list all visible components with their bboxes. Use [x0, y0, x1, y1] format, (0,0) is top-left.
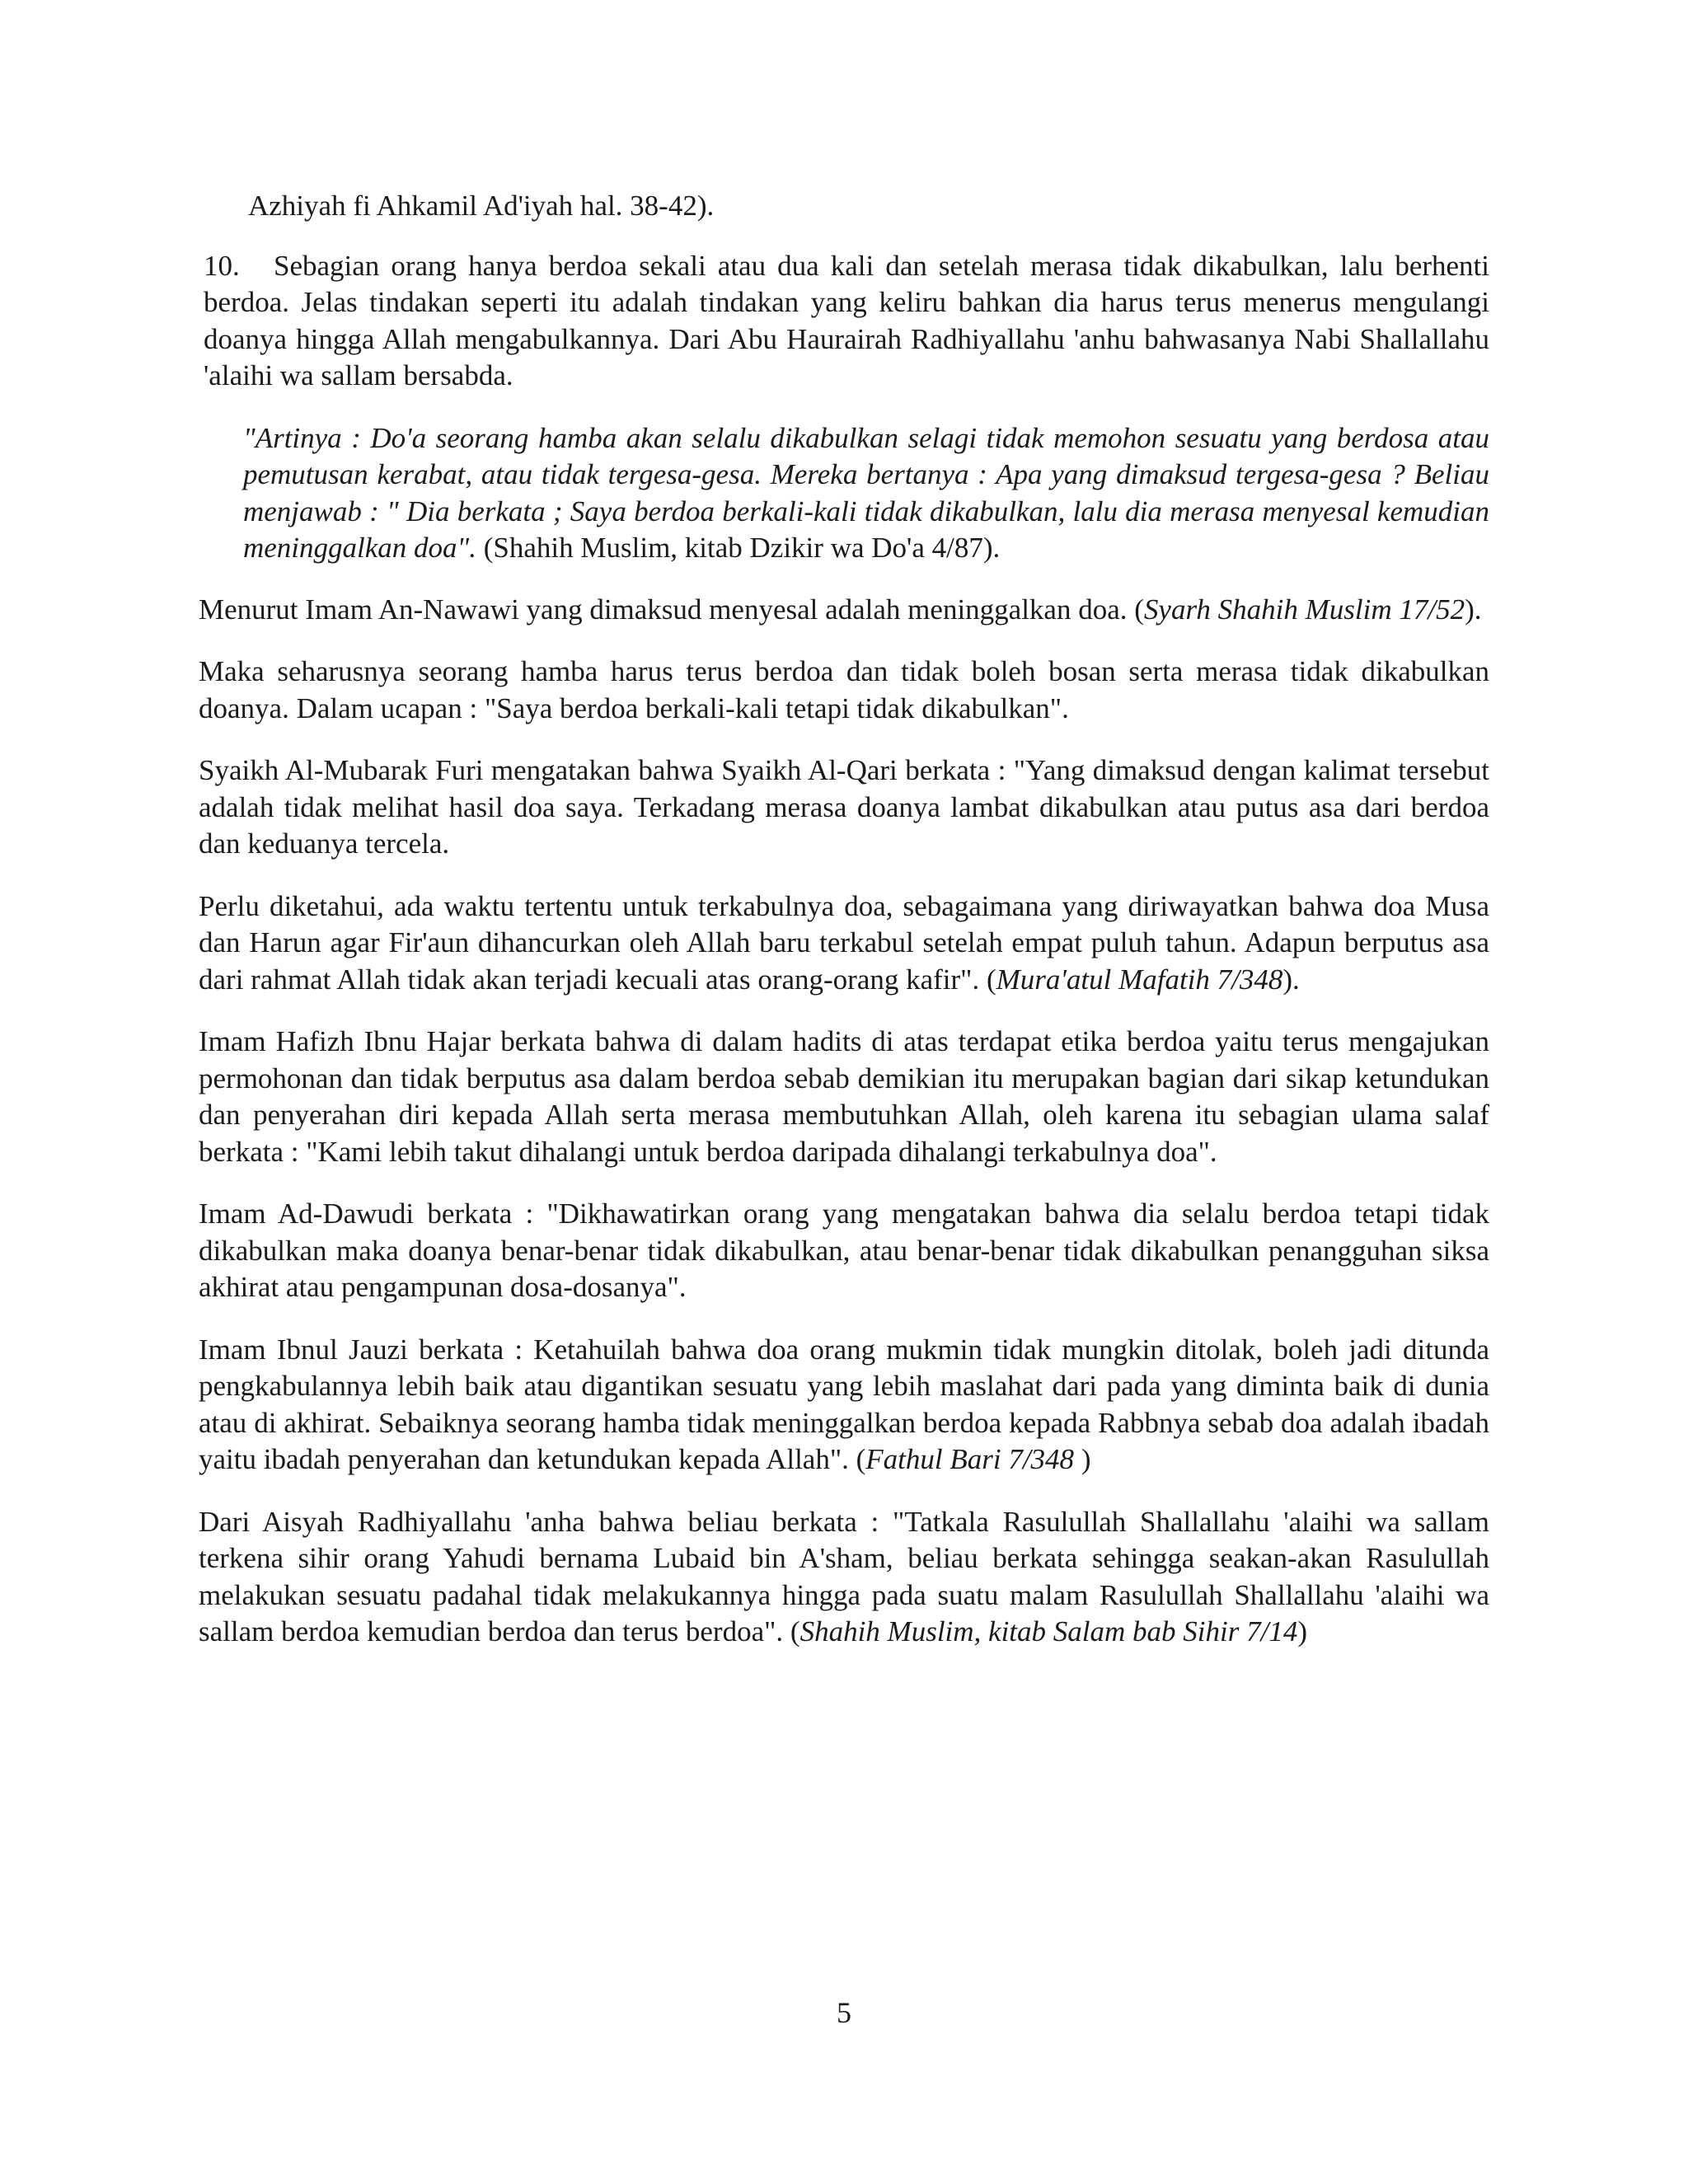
- citation: Mura'atul Mafatih 7/348: [996, 963, 1283, 996]
- continuation-text: Azhiyah fi Ahkamil Ad'iyah hal. 38-42).: [248, 190, 715, 222]
- paragraph-continuation: [199, 188, 1489, 225]
- citation-close: ): [1074, 1443, 1091, 1475]
- paragraph-aisyah: [199, 1504, 1489, 1651]
- paragraph-text: Sebagian orang hanya berdoa sekali atau dua kali dan setelah merasa tidak dikabulkan, lalu berhenti berdoa. Jelas tindakan seperti itu adalah tindakan yang keliru bahkan dia harus terus menerus mengulangi doanya hingga Allah mengabulkannya. Dari Abu Haurairah Radhiyallahu 'anhu bahwasanya Nabi Shallallahu 'alaihi wa sallam bersabda.: [204, 249, 1489, 391]
- paragraph-text: Imam Hafizh Ibnu Hajar berkata bahwa di dalam hadits di atas terdapat etika berdoa yaitu terus mengajukan permohonan dan tidak berputus asa dalam berdoa sebab demikian itu merupakan bagian dari sikap ketundukan dan penyerahan diri kepada Allah serta merasa membutuhkan Allah, oleh karena itu sebagian ulama salaf berkata : "Kami lebih takut dihalangi untuk berdoa daripada dihalangi terkabulnya doa".: [199, 1025, 1489, 1168]
- citation: Fathul Bari 7/348: [865, 1443, 1075, 1475]
- paragraph-text: Menurut Imam An-Nawawi yang dimaksud menyesal adalah meninggalkan doa. (: [199, 593, 1144, 626]
- paragraph-text: Imam Ad-Dawudi berkata : "Dikhawatirkan orang yang mengatakan bahwa dia selalu berdoa tetapi tidak dikabulkan maka doanya benar-benar tidak dikabulkan, atau benar-benar tidak dikabulkan penangguhan siksa akhirat atau pengampunan dosa-dosanya".: [199, 1197, 1489, 1303]
- paragraph-ad-dawudi: [199, 1196, 1489, 1306]
- paragraph-maka: [199, 654, 1489, 727]
- citation: Shahih Muslim, kitab Salam bab Sihir 7/14: [799, 1615, 1298, 1647]
- quote-reference: (Shahih Muslim, kitab Dzikir wa Do'a 4/87).: [476, 532, 1001, 564]
- citation-close: ).: [1465, 593, 1482, 626]
- item-number: 10.: [204, 249, 240, 282]
- paragraph-nawawi: [199, 592, 1489, 629]
- paragraph-text: Imam Ibnul Jauzi berkata : Ketahuilah bahwa doa orang mukmin tidak mungkin ditolak, boleh jadi ditunda pengkabulannya lebih baik atau digantikan sesuatu yang lebih maslahat dari pada yang diminta baik di dunia atau di akhirat. Sebaiknya seorang hamba tidak meninggalkan berdoa kepada Rabbnya sebab doa adalah ibadah yaitu ibadah penyerahan dan ketundukan kepada Allah". (: [199, 1333, 1489, 1475]
- paragraph-text: Dari Aisyah Radhiyallahu 'anha bahwa beliau berkata : "Tatkala Rasulullah Shallallahu 'alaihi wa sallam terkena sihir orang Yahudi bernama Lubaid bin A'sham, beliau berkata sehingga seakan-akan Rasulullah melakukan sesuatu padahal tidak melakukannya hingga pada suatu malam Rasulullah Shallallahu 'alaihi wa sallam berdoa kemudian berdoa dan terus berdoa". (: [199, 1505, 1489, 1647]
- numbered-paragraph-10: [199, 248, 1489, 395]
- citation: Syarh Shahih Muslim 17/52: [1143, 593, 1465, 626]
- paragraph-text: Maka seharusnya seorang hamba harus terus berdoa dan tidak boleh bosan serta merasa tidak dikabulkan doanya. Dalam ucapan : "Saya berdoa berkali-kali tetapi tidak dikabulkan".: [199, 655, 1489, 724]
- citation-close: ).: [1282, 963, 1300, 996]
- paragraph-mubarak-furi: [199, 752, 1489, 863]
- quote-text: "Artinya : Do'a seorang hamba akan selalu dikabulkan selagi tidak memohon sesuatu yang berdosa atau pemutusan kerabat, atau tidak tergesa-gesa. Mereka bertanya : Apa yang dimaksud tergesa-gesa ? Beliau menjawab : " Dia berkata ; Saya berdoa berkali-kali tidak dikabulkan, lalu dia merasa menyesal kemudian meninggalkan doa".: [243, 421, 1489, 564]
- hadith-quote: [243, 420, 1489, 567]
- paragraph-perlu-diketahui: [199, 888, 1489, 999]
- paragraph-text: Perlu diketahui, ada waktu tertentu untuk terkabulnya doa, sebagaimana yang diriwayatkan bahwa doa Musa dan Harun agar Fir'aun dihancurkan oleh Allah baru terkabul setelah empat puluh tahun. Adapun berputus asa dari rahmat Allah tidak akan terjadi kecuali atas orang-orang kafir". (: [199, 889, 1489, 996]
- citation-close: ): [1297, 1615, 1307, 1647]
- paragraph-ibnul-jauzi: [199, 1332, 1489, 1479]
- page-number: 5: [837, 1996, 851, 2029]
- paragraph-ibnu-hajar: [199, 1024, 1489, 1170]
- paragraph-text: Syaikh Al-Mubarak Furi mengatakan bahwa Syaikh Al-Qari berkata : "Yang dimaksud dengan kalimat tersebut adalah tidak melihat hasil doa saya. Terkadang merasa doanya lambat dikabulkan atau putus asa dari berdoa dan keduanya tercela.: [199, 754, 1489, 860]
- document-body: [199, 188, 1489, 1676]
